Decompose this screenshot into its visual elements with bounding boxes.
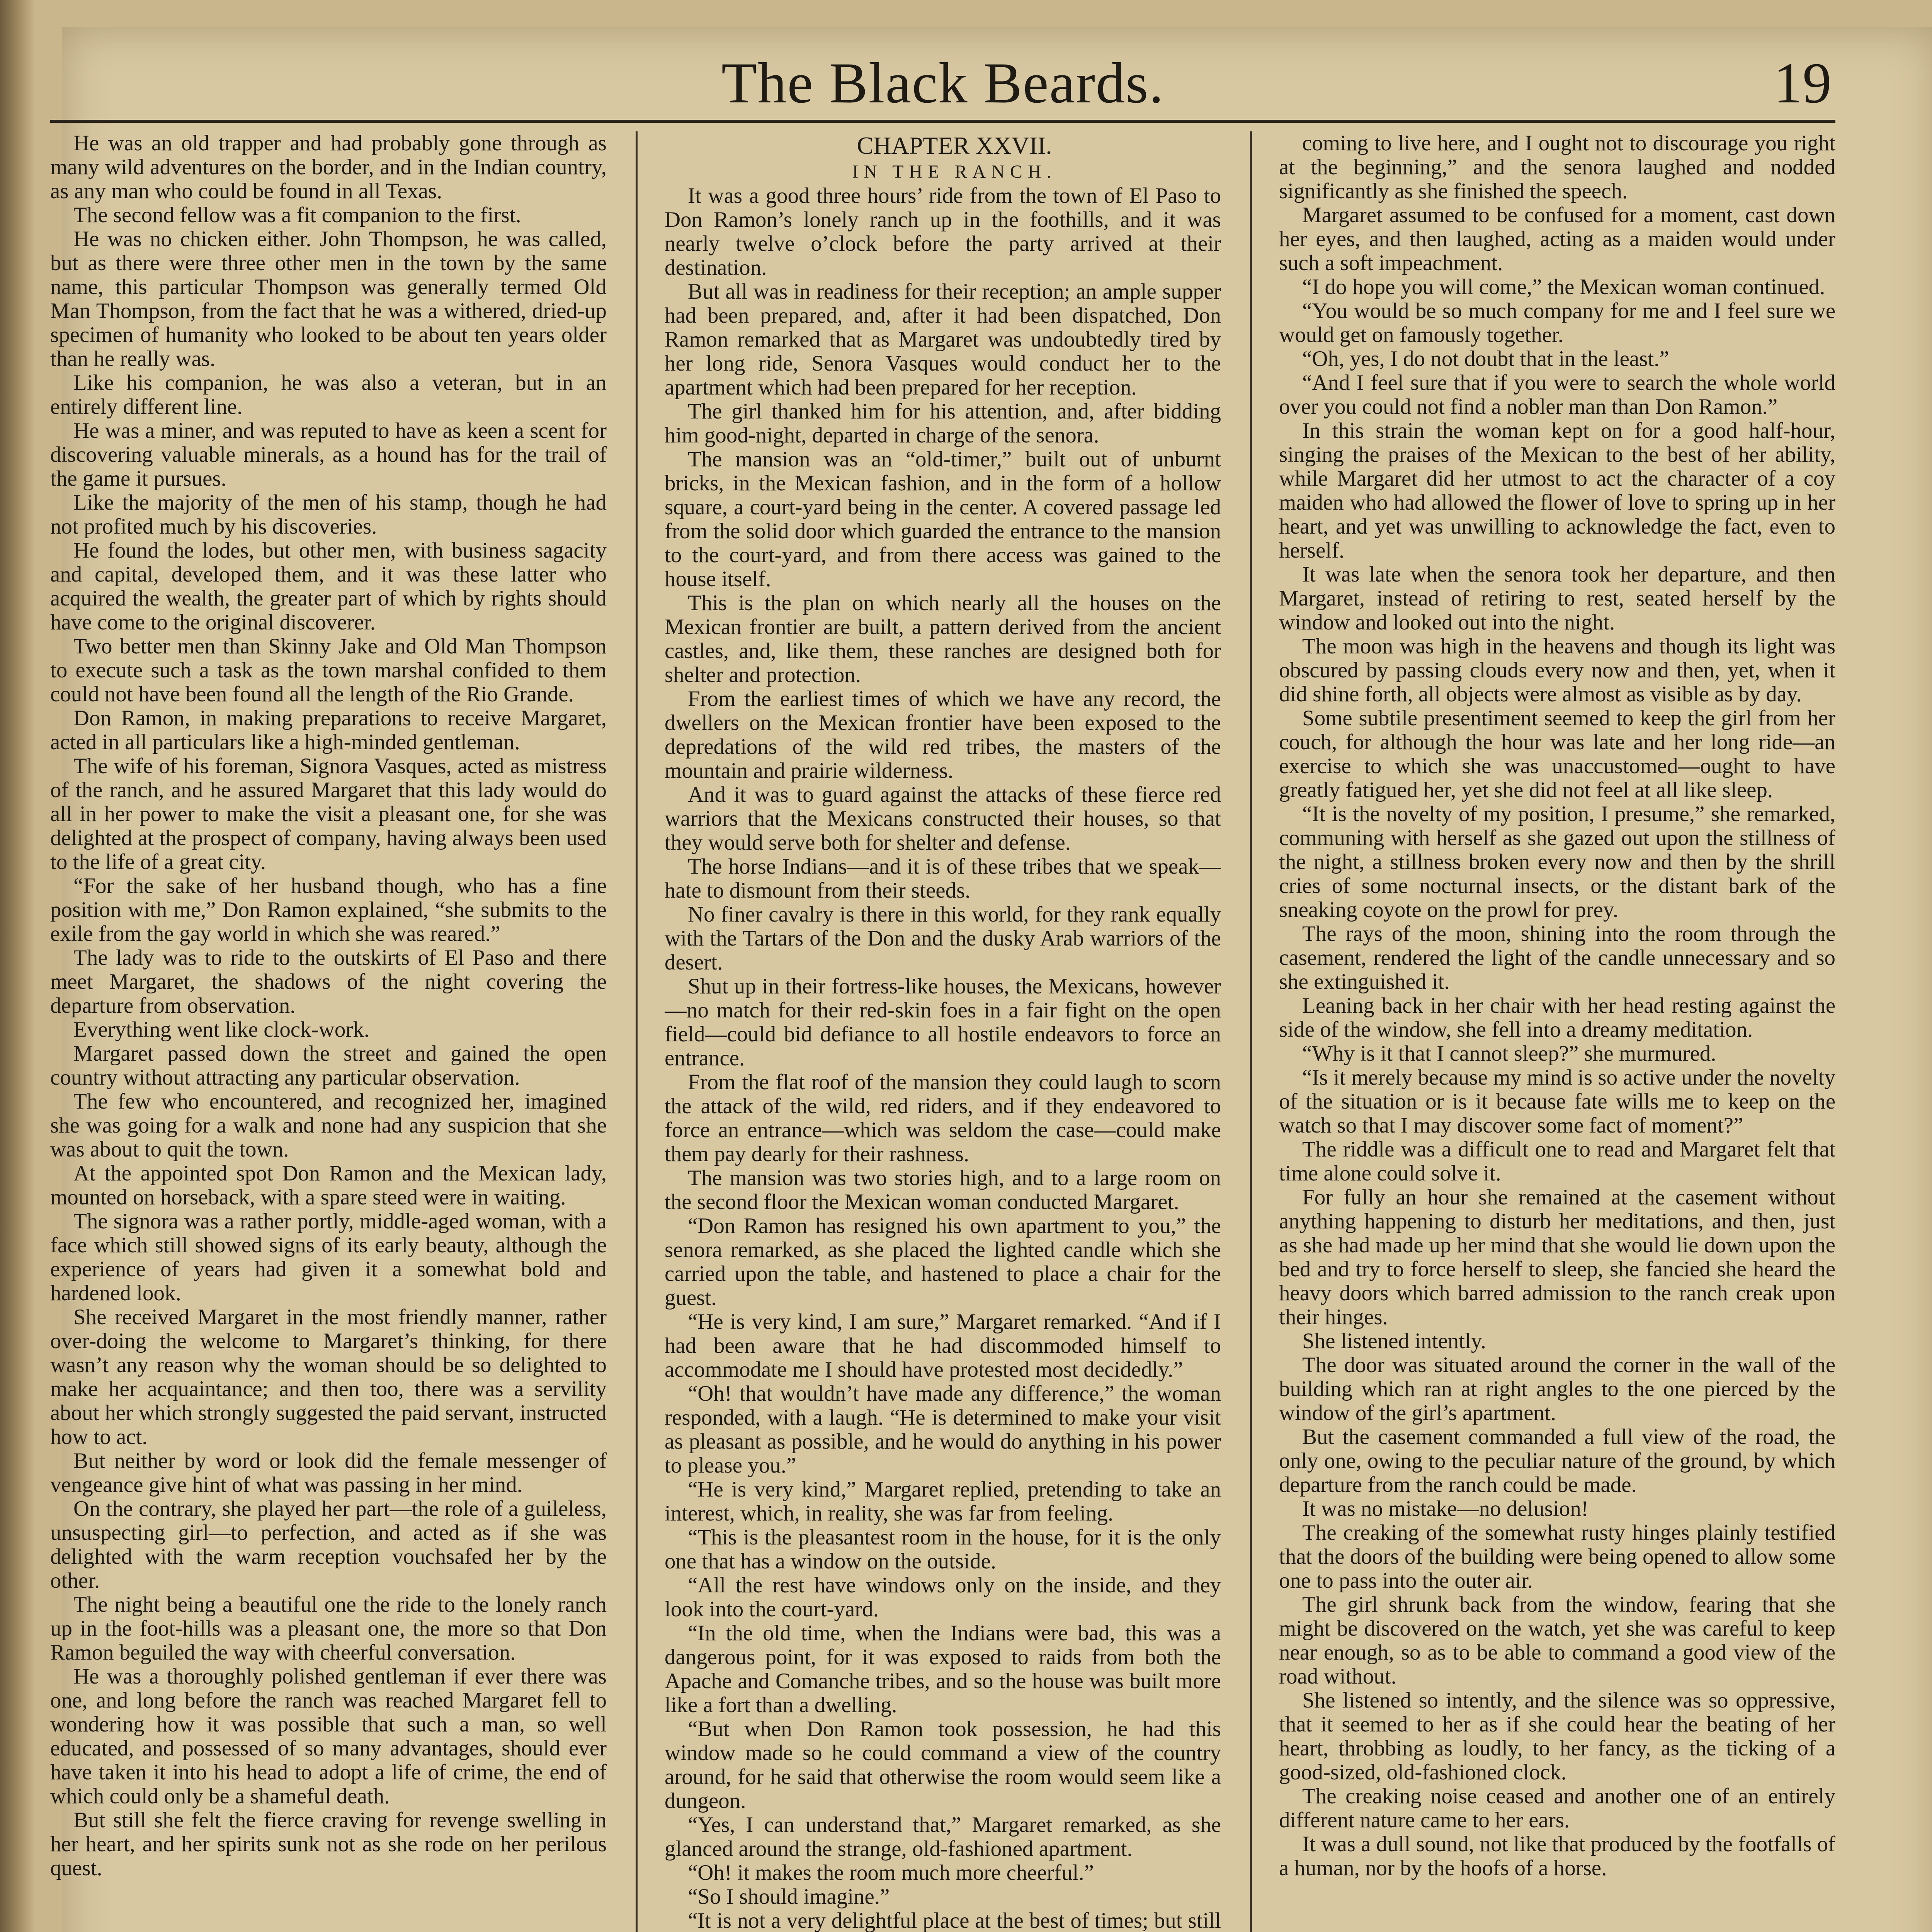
paragraph: The rays of the moon, shining into the room through the casement, rendered the light of the candle unnecessary and so she extinguished it. <box>1279 922 1835 994</box>
paragraph: And it was to guard against the attacks of these fierce red warriors that the Mexicans constructed their houses, so that they would serve both for shelter and defense. <box>665 782 1221 855</box>
chapter-heading: CHAPTER XXVII. <box>857 132 1052 159</box>
paragraph: The mansion was an “old-timer,” built out of unburnt bricks, in the Mexican fashion, and in the form of a hollow square, a court-yard being in the center. A covered passage led from the solid door which guarded the entrance to the mansion to the court-yard, and from there access was gained to the house itself. <box>665 447 1221 591</box>
paragraph: “But when Don Ramon took possession, he had this window made so he could command a view of the country around, for he said that otherwise the room would seem like a dungeon. <box>665 1717 1221 1813</box>
paragraph: The creaking noise ceased and another one of an entirely different nature came to her ears. <box>1279 1784 1835 1832</box>
paragraph: “He is very kind, I am sure,” Margaret remarked. “And if I had been aware that he had discommoded himself to accommodate me I should have protested most decidedly.” <box>665 1310 1221 1382</box>
paragraph: But neither by word or look did the female messenger of vengeance give hint of what was passing in her mind. <box>50 1449 607 1497</box>
paragraph: He was a thoroughly polished gentleman if ever there was one, and long before the ranch was reached Margaret fell to wondering how it was possible that such a man, so well educated, and possessed of so many advantages, should ever have taken it into his head to adopt a life of crime, the end of which could only be a shameful death. <box>50 1664 607 1808</box>
paragraph: “And I feel sure that if you were to search the whole world over you could not find a nobler man than Don Ramon.” <box>1279 371 1835 419</box>
paragraph: “This is the pleasantest room in the house, for it is the only one that has a window on the outside. <box>665 1525 1221 1573</box>
paragraph: “All the rest have windows only on the inside, and they look into the court-yard. <box>665 1573 1221 1621</box>
paragraph: “It is the novelty of my position, I presume,” she remarked, communing with herself as she gazed out upon the stillness of the night, a stillness broken every now and then by the shrill cries of some nocturnal insects, or the distant bark of the sneaking coyote on the prowl for prey. <box>1279 802 1835 922</box>
paragraph: It was a good three hours’ ride from the town of El Paso to Don Ramon’s lonely ranch up in the foothills, and it was nearly twelve o’clock before the party arrived at their destination. <box>665 184 1221 280</box>
paragraph: No finer cavalry is there in this world, for they rank equally with the Tartars of the Don and the dusky Arab warriors of the desert. <box>665 902 1221 975</box>
paragraph: “In the old time, when the Indians were bad, this was a dangerous point, for it was exposed to raids from both the Apache and Comanche tribes, and so the house was built more like a fort than a dwelling. <box>665 1621 1221 1717</box>
paragraph: This is the plan on which nearly all the houses on the Mexican frontier are built, a pattern derived from the ancient castles, and, like them, these ranches are designed both for shelter and protection. <box>665 591 1221 687</box>
paragraph: But all was in readiness for their reception; an ample supper had been prepared, and, after it had been dispatched, Don Ramon remarked that as Margaret was undoubtedly tired by her long ride, Senora Vasques would conduct her to the apartment which had been prepared for her reception. <box>665 279 1221 400</box>
paragraph: Like the majority of the men of his stamp, though he had not profited much by his discoveries. <box>50 490 607 539</box>
paragraph: The riddle was a difficult one to read and Margaret felt that time alone could solve it. <box>1279 1137 1835 1185</box>
paragraph: From the flat roof of the mansion they could laugh to scorn the attack of the wild, red riders, and if they endeavored to force an entrance—which was seldom the case—could make them pay dearly for their rashness. <box>665 1070 1221 1166</box>
column-2 <box>665 131 1221 1932</box>
paragraph: At the appointed spot Don Ramon and the Mexican lady, mounted on horseback, with a spare steed were in waiting. <box>50 1161 607 1209</box>
paragraph: The few who encountered, and recognized her, imagined she was going for a walk and none had any suspicion that she was about to quit the town. <box>50 1089 607 1162</box>
paragraph: On the contrary, she played her part—the role of a guileless, unsuspecting girl—to perfection, and acted as if she was delighted with the warm reception vouchsafed her by the other. <box>50 1497 607 1593</box>
paragraph: The wife of his foreman, Signora Vasques, acted as mistress of the ranch, and he assured Margaret that this lady would do all in her power to make the visit a pleasant one, for she was delighted at the prospect of company, having always been used to the life of a great city. <box>50 754 607 874</box>
chapter-subheading: IN THE RANCH. <box>852 162 1057 182</box>
text-columns <box>50 131 1835 1932</box>
paragraph: The girl shrunk back from the window, fearing that she might be discovered on the watch, yet she was careful to keep near enough, so as to be able to command a good view of the road without. <box>1279 1592 1835 1689</box>
paragraph: “You would be so much company for me and I feel sure we would get on famously together. <box>1279 299 1835 347</box>
paragraph: Everything went like clock-work. <box>73 1017 370 1042</box>
paragraph: Like his companion, he was also a veteran, but in an entirely different line. <box>50 371 607 419</box>
column-3 <box>1279 131 1835 1932</box>
paragraph: The mansion was two stories high, and to a large room on the second floor the Mexican woman conducted Margaret. <box>665 1166 1221 1214</box>
paragraph: The horse Indians—and it is of these tribes that we speak—hate to dismount from their steeds. <box>665 854 1221 903</box>
paragraph: “So I should imagine.” <box>688 1884 890 1909</box>
paragraph: “Is it merely because my mind is so active under the novelty of the situation or is it because fate wills me to keep on the watch so that I may discover some fact of moment?” <box>1279 1065 1835 1138</box>
paragraph: He found the lodes, but other men, with business sagacity and capital, developed them, and it was these latter who acquired the wealth, the greater part of which by rights should have come to the original discoverer. <box>50 538 607 634</box>
paragraph: From the earliest times of which we have any record, the dwellers on the Mexican frontier have been exposed to the depredations of the wild red tribes, the masters of the mountain and prairie wilderness. <box>665 687 1221 783</box>
paragraph: “I do hope you will come,” the Mexican woman continued. <box>1302 275 1825 299</box>
paragraph: But the casement commanded a full view of the road, the only one, owing to the peculiar nature of the ground, by which departure from the ranch could be made. <box>1279 1425 1835 1497</box>
page-title: The Black Beards. <box>721 51 1165 115</box>
column-divider <box>636 131 638 1932</box>
column-1 <box>50 131 607 1932</box>
paragraph: The girl thanked him for his attention, and, after bidding him good-night, departed in charge of the senora. <box>665 399 1221 447</box>
paragraph: “Oh! that wouldn’t have made any difference,” the woman responded, with a laugh. “He is determined to make your visit as pleasant as possible, and he would do anything in his power to please you.” <box>665 1381 1221 1478</box>
paragraph: It was late when the senora took her departure, and then Margaret, instead of retiring to rest, seated herself by the window and looked out into the night. <box>1279 562 1835 634</box>
paragraph: “Why is it that I cannot sleep?” she murmured. <box>1302 1041 1716 1066</box>
book-spine <box>0 0 35 1932</box>
paragraph: Leaning back in her chair with her head resting against the side of the window, she fell into a dreamy meditation. <box>1279 993 1835 1042</box>
column-divider <box>1250 131 1252 1932</box>
paragraph: For fully an hour she remained at the casement without anything happening to disturb her meditations, and then, just as she had made up her mind that she would lie down upon the bed and try to force herself to sleep, she fancied she heard the heavy doors which barred admission to the ranch creak upon their hinges. <box>1279 1185 1835 1329</box>
paragraph: Margaret passed down the street and gained the open country without attracting any particular observation. <box>50 1041 607 1090</box>
paragraph: “Oh! it makes the room much more cheerful.” <box>688 1861 1094 1885</box>
paragraph: “Don Ramon has resigned his own apartment to you,” the senora remarked, as she placed the lighted candle which she carried upon the table, and hastened to place a chair for the guest. <box>665 1214 1221 1310</box>
paragraph: “It is not a very delightful place at the best of times; but still <box>688 1908 1221 1932</box>
paragraph: The second fellow was a fit companion to the first. <box>73 203 521 227</box>
paragraph: “Oh, yes, I do not doubt that in the least.” <box>1302 347 1669 371</box>
paragraph: “Yes, I can understand that,” Margaret remarked, as she glanced around the strange, old-fashioned apartment. <box>665 1813 1221 1861</box>
paragraph: “For the sake of her husband though, who has a fine position with me,” Don Ramon explained, “she submits to the exile from the gay world in which she was reared.” <box>50 874 607 946</box>
paragraph: He was no chicken either. John Thompson, he was called, but as there were three other men in the town by the same name, this particular Thompson was generally termed Old Man Thompson, from the fact that he was a withered, dried-up specimen of humanity who looked to be about ten years older than he really was. <box>50 227 607 371</box>
paragraph: Shut up in their fortress-like houses, the Mexicans, however—no match for their red-skin foes in a fair fight on the open field—could bid defiance to all hostile endeavors to force an entrance. <box>665 974 1221 1070</box>
paragraph: It was no mistake—no delusion! <box>1302 1497 1588 1521</box>
paragraph: He was an old trapper and had probably gone through as many wild adventures on the border, and in the Indian country, as any man who could be found in all Texas. <box>50 131 607 203</box>
paragraph: The signora was a rather portly, middle-aged woman, with a face which still showed signs of its early beauty, although the experience of years had given it a somewhat bold and hardened look. <box>50 1209 607 1305</box>
paragraph: Margaret assumed to be confused for a moment, cast down her eyes, and then laughed, acting as a maiden would under such a soft impeachment. <box>1279 203 1835 275</box>
paragraph: But still she felt the fierce craving for revenge swelling in her heart, and her spirits sunk not as she rode on her perilous quest. <box>50 1808 607 1880</box>
paragraph: Don Ramon, in making preparations to receive Margaret, acted in all particulars like a high-minded gentleman. <box>50 706 607 754</box>
paragraph: It was a dull sound, not like that produced by the footfalls of a human, nor by the hoofs of a horse. <box>1279 1832 1835 1880</box>
paragraph: The door was situated around the corner in the wall of the building which ran at right angles to the one pierced by the window of the girl’s apartment. <box>1279 1353 1835 1425</box>
paragraph: She listened intently. <box>1302 1329 1486 1353</box>
paragraph: The creaking of the somewhat rusty hinges plainly testified that the doors of the building were being opened to allow some one to pass into the outer air. <box>1279 1520 1835 1593</box>
paragraph: In this strain the woman kept on for a good half-hour, singing the praises of the Mexican to the best of her ability, while Margaret did her utmost to act the character of a coy maiden who had allowed the flower of love to spring up in her heart, and yet was unwilling to acknowledge the fact, even to herself. <box>1279 418 1835 563</box>
paragraph: coming to live here, and I ought not to discourage you right at the beginning,” and the senora laughed and nodded significantly as she finished the speech. <box>1279 131 1835 203</box>
page-number: 19 <box>1774 51 1832 115</box>
paragraph: She listened so intently, and the silence was so oppressive, that it seemed to her as if she could hear the beating of her heart, throbbing as loudly, to her fancy, as the ticking of a good-sized, old-fashioned clock. <box>1279 1688 1835 1784</box>
paragraph: “He is very kind,” Margaret replied, pretending to take an interest, which, in reality, she was far from feeling. <box>665 1477 1221 1526</box>
paragraph: He was a miner, and was reputed to have as keen a scent for discovering valuable minerals, as a hound has for the trail of the game it pursues. <box>50 418 607 491</box>
paragraph: She received Margaret in the most friendly manner, rather over-doing the welcome to Margaret’s thinking, for there wasn’t any reason why the woman should be so delighted to make her acquaintance; and then too, there was a servility about her which strongly suggested the paid servant, instructed how to act. <box>50 1305 607 1449</box>
paragraph: The night being a beautiful one the ride to the lonely ranch up in the foot-hills was a pleasant one, the more so that Don Ramon beguiled the way with cheerful conversation. <box>50 1592 607 1665</box>
paragraph: The lady was to ride to the outskirts of El Paso and there meet Margaret, the shadows of the night covering the departure from observation. <box>50 946 607 1018</box>
page-header <box>50 43 1835 123</box>
paragraph: Some subtile presentiment seemed to keep the girl from her couch, for although the hour was late and her long ride—an exercise to which she was unaccustomed—ought to have greatly fatigued her, yet she did not feel at all like sleep. <box>1279 706 1835 802</box>
paragraph: The moon was high in the heavens and though its light was obscured by passing clouds every now and then, yet, when it did shine forth, all objects were almost as visible as by day. <box>1279 634 1835 706</box>
paragraph: Two better men than Skinny Jake and Old Man Thompson to execute such a task as the town marshal confided to them could not have been found all the length of the Rio Grande. <box>50 634 607 706</box>
